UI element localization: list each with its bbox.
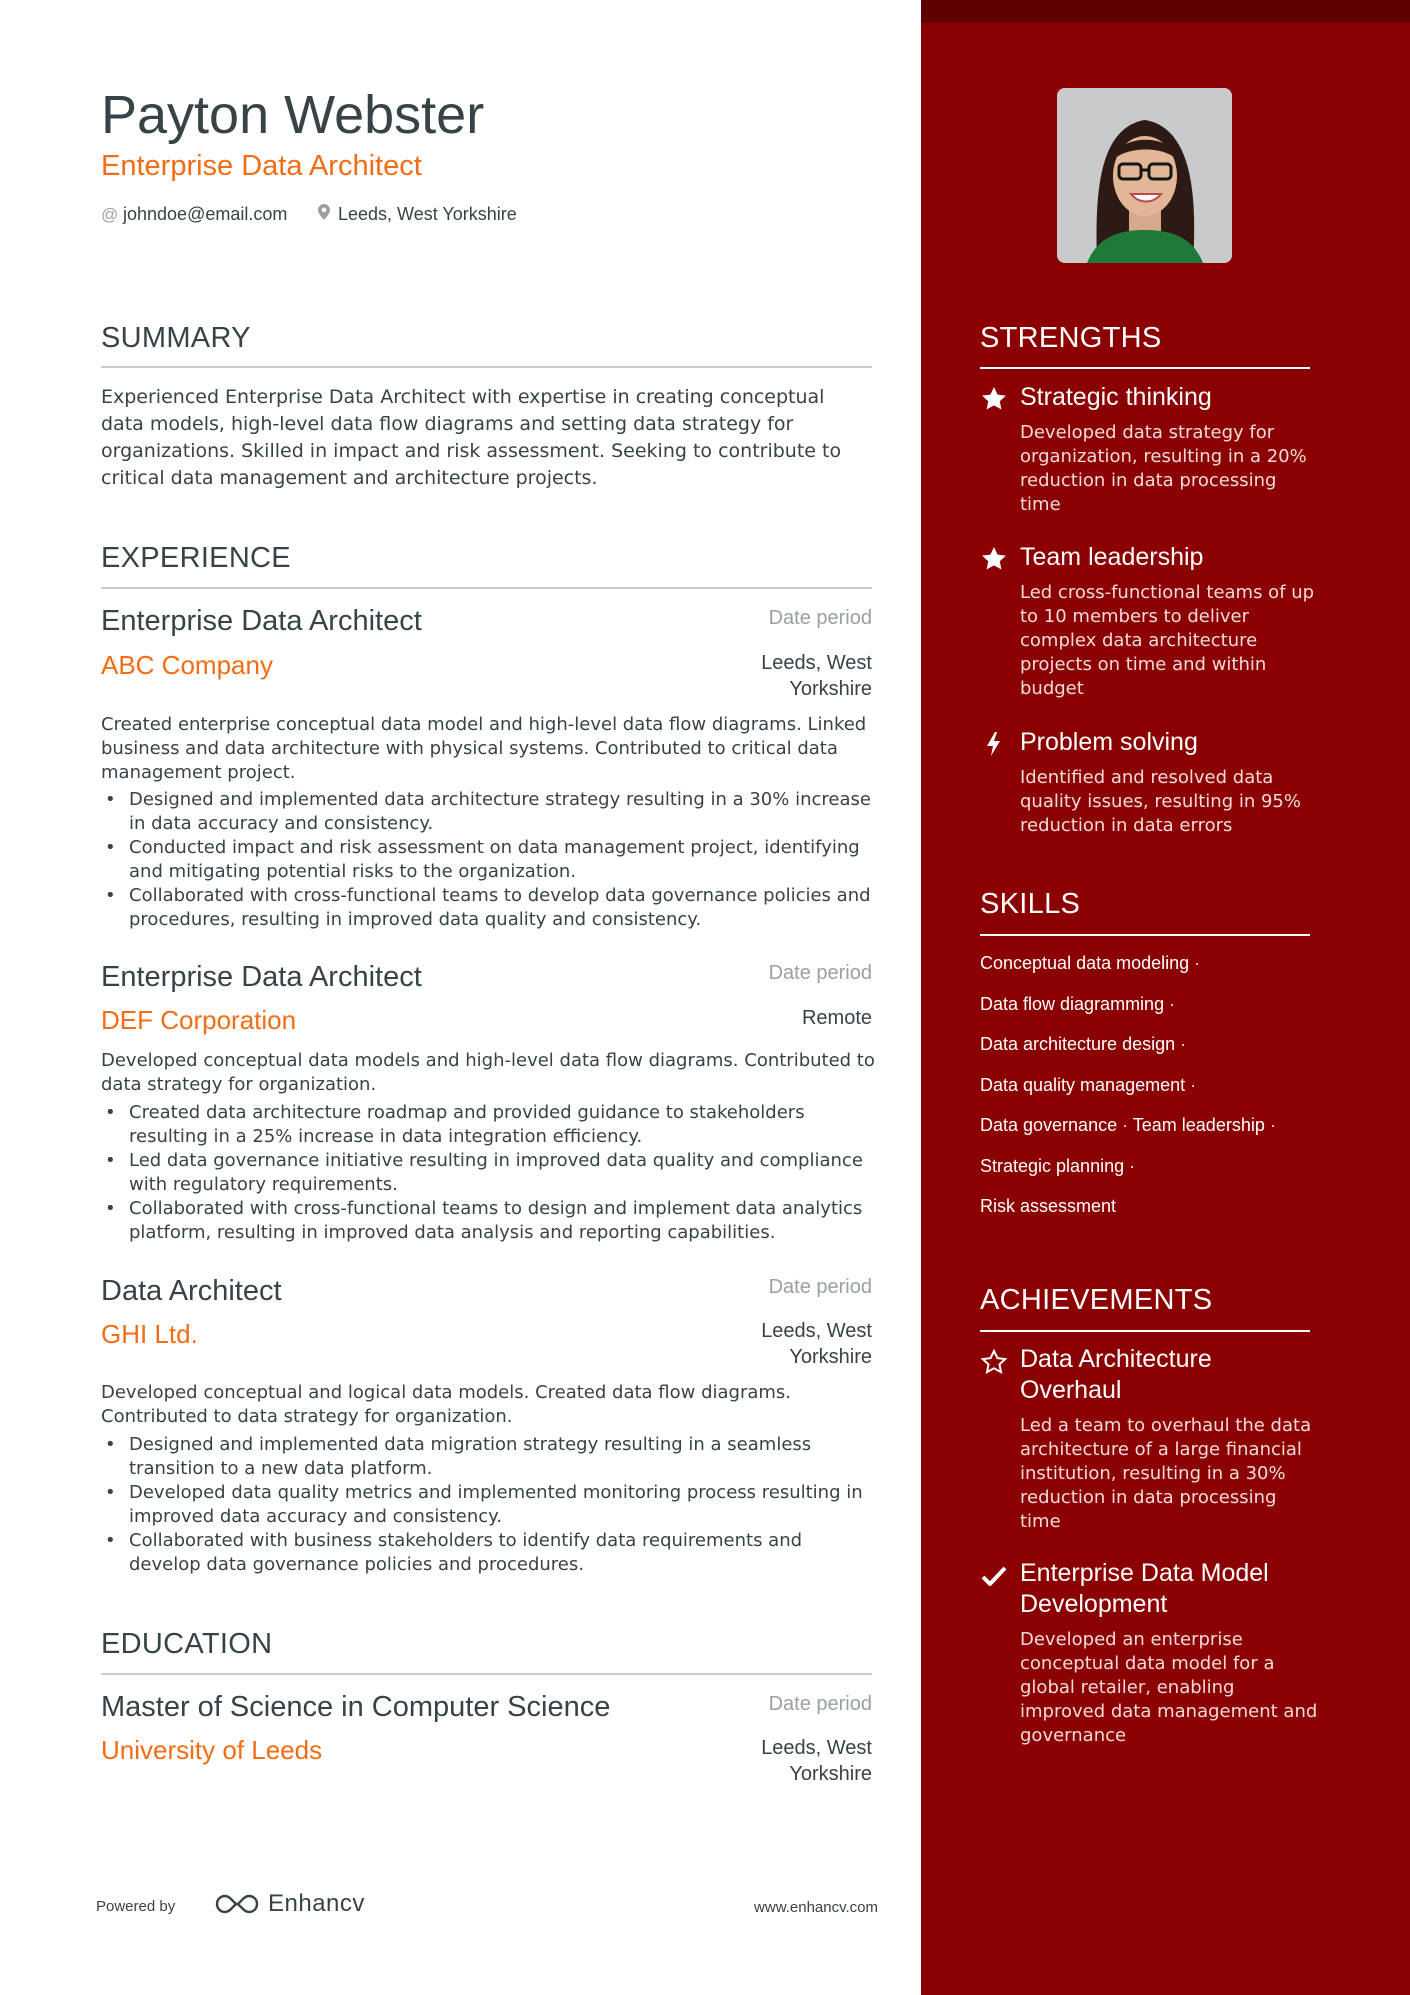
skills-divider <box>980 934 1310 936</box>
strength-title: Team leadership <box>1020 543 1204 571</box>
summary-text: Experienced Enterprise Data Architect with expertise in creating conceptual data models, high-level data flow diagrams and setting data strategy for organizations. Skilled in impact and risk assessment. Seeking to contribute to critical data management and architecture projects. <box>101 386 842 489</box>
star-icon <box>980 385 1008 413</box>
list-item: • Collaborated with cross-functional teams to design and implement data analytics platform, resulting in improved data analysis and reporting capabilities. <box>101 1197 876 1245</box>
skill-tag: Data quality management <box>980 1074 1186 1095</box>
skill-tag: Risk assessment <box>980 1196 1117 1216</box>
list-item: • Designed and implemented data architecture strategy resulting in a 30% increase in data accuracy and consistency. <box>101 788 876 836</box>
experience-divider <box>101 587 872 589</box>
achievement-description: Led a team to overhaul the data architecture of a large financial institution, resulting in a 30% reduction in data processing time <box>1020 1415 1312 1532</box>
location-pin-icon <box>316 204 332 225</box>
job-company: DEF Corporation <box>101 1005 297 1035</box>
education-location: Leeds, West Yorkshire <box>761 1737 872 1785</box>
powered-by-label: Powered by <box>96 1898 176 1915</box>
summary-divider <box>101 366 872 368</box>
achievement-title: Data Architecture Overhaul <box>1020 1345 1212 1404</box>
skill-tag: Team leadership <box>1132 1115 1265 1135</box>
list-item: • Conducted impact and risk assessment on data management project, identifying and mitigating potential risks to the organization. <box>101 836 876 884</box>
enhancv-logo-text: Enhancv <box>268 1890 365 1917</box>
at-icon: @ <box>101 204 119 224</box>
job-date: Date period <box>768 1276 872 1298</box>
job-date: Date period <box>768 607 872 629</box>
list-item: • Led data governance initiative resulting in improved data quality and compliance with regulatory requirements. <box>101 1149 876 1197</box>
job-location: Remote <box>801 1007 872 1029</box>
strength-description: Led cross-functional teams of up to 10 members to deliver complex data architecture projects on time and within budget <box>1020 582 1315 699</box>
degree-title: Master of Science in Computer Science <box>101 1691 611 1723</box>
skill-row: Data governance · Team leadership · <box>980 1115 1276 1135</box>
education-heading: EDUCATION <box>101 1628 273 1660</box>
candidate-name: Payton Webster <box>101 85 485 145</box>
star-icon <box>980 545 1008 573</box>
job-location: Leeds, West Yorkshire <box>761 1320 872 1368</box>
skills-heading: SKILLS <box>980 888 1081 920</box>
achievement-description: Developed an enterprise conceptual data model for a global retailer, enabling improved data management and governance <box>1020 1629 1318 1746</box>
sidebar-top-bar <box>921 0 1410 23</box>
achievements-divider <box>980 1330 1310 1332</box>
list-item: • Designed and implemented data migration strategy resulting in a seamless transition to a new data platform. <box>101 1433 876 1481</box>
summary-heading: SUMMARY <box>101 322 251 354</box>
enhancv-logo[interactable] <box>214 1890 365 1918</box>
skill-row: Data architecture design · <box>980 1034 1187 1054</box>
job-company: GHI Ltd. <box>101 1319 198 1349</box>
skill-tag: Data governance <box>980 1115 1118 1135</box>
candidate-title: Enterprise Data Architect <box>101 150 422 182</box>
job-title: Enterprise Data Architect <box>101 961 422 993</box>
skill-tag: Data architecture design <box>980 1034 1176 1054</box>
achievements-heading: ACHIEVEMENTS <box>980 1284 1213 1316</box>
education-date: Date period <box>768 1693 872 1715</box>
strengths-divider <box>980 367 1310 369</box>
skill-row: Conceptual data modeling · <box>980 953 1201 973</box>
skill-row <box>980 1191 1320 1232</box>
list-item: • Created data architecture roadmap and provided guidance to stakeholders resulting in a 25% increase in data integration efficiency. <box>101 1101 876 1149</box>
checkmark-icon <box>980 1562 1008 1590</box>
job-description: Developed conceptual data models and high-level data flow diagrams. Contributed to data strategy for organization. <box>101 1050 875 1095</box>
strength-title: Strategic thinking <box>1020 383 1212 411</box>
job-title: Enterprise Data Architect <box>101 605 422 637</box>
job-bullets <box>101 1433 876 1577</box>
list-item: • Collaborated with business stakeholders to identify data requirements and develop data governance policies and procedures. <box>101 1529 876 1577</box>
job-title: Data Architect <box>101 1275 282 1307</box>
skill-row: Data flow diagramming · <box>980 993 1176 1014</box>
strength-title: Problem solving <box>1020 728 1198 756</box>
strengths-heading: STRENGTHS <box>980 322 1162 354</box>
skill-row: Data quality management · <box>980 1074 1197 1095</box>
lightning-icon <box>980 730 1008 758</box>
enhancv-logo-icon <box>214 1893 260 1915</box>
skill-tag: Conceptual data modeling <box>980 953 1190 973</box>
email-text: johndoe@email.com <box>123 204 288 224</box>
sidebar <box>921 0 1410 1995</box>
contact-email[interactable] <box>101 204 287 225</box>
profile-photo <box>1057 88 1232 263</box>
star-outline-icon <box>980 1348 1008 1376</box>
contact-location <box>316 204 517 225</box>
experience-heading: EXPERIENCE <box>101 542 291 574</box>
achievement-title: Enterprise Data Model Development <box>1020 1559 1269 1618</box>
list-item: • Collaborated with cross-functional teams to develop data governance policies and procedures, resulting in improved data quality and consistency. <box>101 884 876 932</box>
job-date: Date period <box>768 962 872 984</box>
job-company: ABC Company <box>101 650 273 680</box>
job-bullets <box>101 1101 876 1245</box>
job-description: Created enterprise conceptual data model and high-level data flow diagrams. Linked business and data architecture with physical systems. Contributed to critical data management project. <box>101 714 867 783</box>
education-divider <box>101 1673 872 1675</box>
skill-tag: Strategic planning <box>980 1155 1125 1176</box>
strength-description: Developed data strategy for organization, resulting in a 20% reduction in data processing time <box>1020 422 1307 515</box>
enhancv-url[interactable]: www.enhancv.com <box>754 1899 878 1916</box>
skill-row: Strategic planning · <box>980 1155 1136 1176</box>
school-name: University of Leeds <box>101 1735 323 1765</box>
skills-list <box>980 948 1320 1232</box>
location-text: Leeds, West Yorkshire <box>338 204 517 224</box>
job-description: Developed conceptual and logical data models. Created data flow diagrams. Contributed to data strategy for organization. <box>101 1382 792 1427</box>
list-item: • Developed data quality metrics and implemented monitoring process resulting in improved data accuracy and consistency. <box>101 1481 876 1529</box>
job-bullets <box>101 788 876 932</box>
skill-tag: Data flow diagramming <box>980 993 1165 1014</box>
job-location: Leeds, West Yorkshire <box>761 652 872 700</box>
strength-description: Identified and resolved data quality issues, resulting in 95% reduction in data errors <box>1020 767 1301 836</box>
